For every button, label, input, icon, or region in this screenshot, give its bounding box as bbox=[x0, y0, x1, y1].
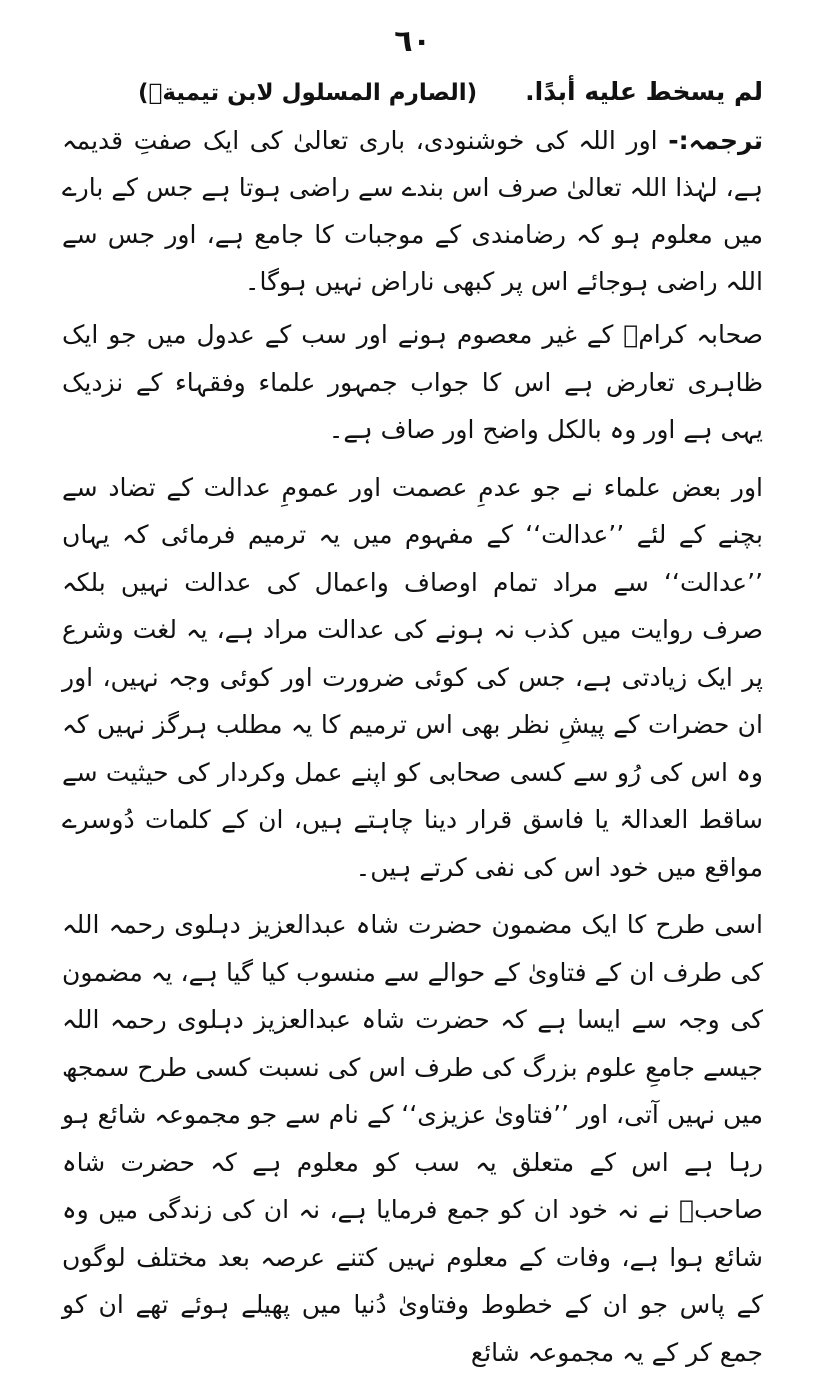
page-number: ٦٠ bbox=[394, 24, 431, 59]
translation-block bbox=[62, 117, 763, 305]
arabic-quote: لم يسخط عليه أبدًا. bbox=[525, 77, 763, 106]
paragraph-1: صحابہ کرامؓ کے غیر معصوم ہونے اور سب کے عدول میں جو ایک ظاہری تعارض ہے اس کا جواب جمہور علماء وفقہاء کے نزدیک یہی ہے اور وہ بالکل واضح اور صاف ہے۔ bbox=[62, 320, 763, 444]
quote-source: (الصارم المسلول لابن تيميةؒ) bbox=[138, 80, 478, 106]
paragraph-2: اور بعض علماء نے جو عدمِ عصمت اور عمومِ عدالت کے تضاد سے بچنے کے لئے ’’عدالت‘‘ کے مفہوم میں یہ ترمیم فرمائی کہ یہاں ’’عدالت‘‘ سے مراد تمام اوصاف واعمال کی عدالت نہیں بلکہ صرف روایت میں کذب نہ ہونے کی عدالت مراد ہے، یہ لغت وشرع پر ایک زیادتی ہے، جس کی کوئی ضرورت اور کوئی وجہ نہیں، اور ان حضرات کے پیشِ نظر بھی اس ترمیم کا یہ مطلب ہرگز نہیں کہ وہ اس کی رُو سے کسی صحابی کو اپنے عمل وکردار کی حیثیت سے ساقط العدالۃ یا فاسق قرار دینا چاہتے ہیں، ان کے کلمات دُوسرے مواقع میں خود اس کی نفی کرتے ہیں۔ bbox=[62, 472, 763, 882]
paragraph-3: اسی طرح کا ایک مضمون حضرت شاہ عبدالعزیز دہلوی رحمہ اللہ کی طرف ان کے فتاویٰ کے حوالے سے منسوب کیا گیا ہے، یہ مضمون کی وجہ سے ایسا ہے کہ حضرت شاہ عبدالعزیز دہلوی رحمہ اللہ جیسے جامعِ علوم بزرگ کی طرف اس کی نسبت کسی طرح سمجھ میں نہیں آتی، اور ’’فتاویٰ عزیزی‘‘ کے نام سے جو مجموعہ شائع ہو رہا ہے اس کے متعلق یہ سب کو معلوم ہے کہ حضرت شاہ صاحبؒ نے نہ خود ان کو جمع فرمایا ہے، نہ ان کی زندگی میں وہ شائع ہوا ہے، وفات کے معلوم نہیں کتنے عرصہ بعد مختلف لوگوں کے پاس جو ان کے خطوط وفتاویٰ دُنیا میں پھیلے ہوئے تھے ان کو جمع کر کے یہ مجموعہ شائع bbox=[62, 910, 763, 1367]
arabic-quote-line bbox=[62, 72, 763, 113]
translation-text: اور اللہ کی خوشنودی، باری تعالیٰ کی ایک صفتِ قدیمہ ہے، لہٰذا اللہ تعالیٰ صرف اس بندے سے راضی ہوتا ہے جس کے بارے میں معلوم ہو کہ رضامندی کے موجبات کا جامع ہے، اور جس سے اللہ راضی ہوجائے اس پر کبھی ناراض نہیں ہوگا۔ bbox=[62, 126, 763, 296]
translation-label: ترجمہ:- bbox=[668, 126, 763, 155]
